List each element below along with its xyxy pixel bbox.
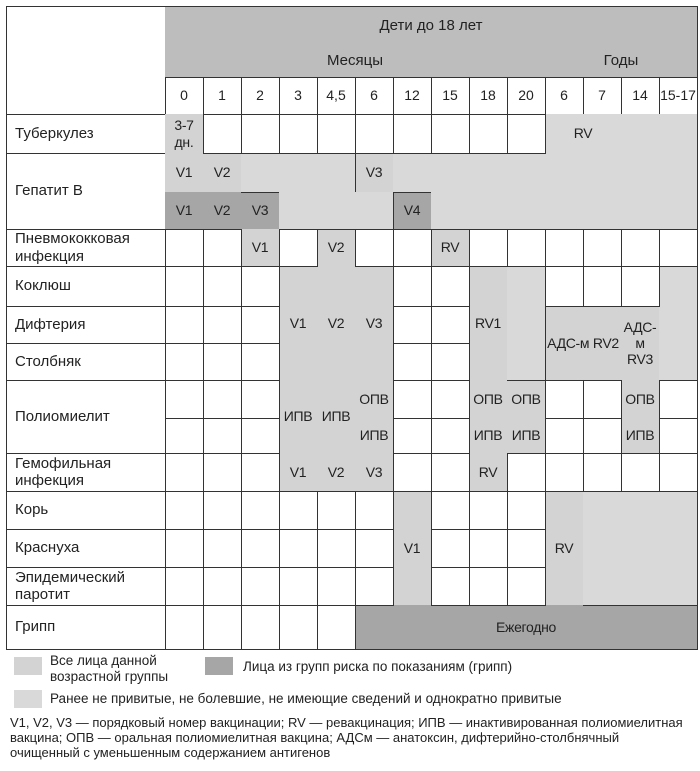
empty-cell <box>317 567 356 606</box>
empty-cell <box>393 343 432 381</box>
empty-cell <box>621 229 660 267</box>
empty-cell <box>393 114 432 154</box>
row-label-hepb: Гепатит В <box>6 153 166 230</box>
vaccine-polio-45: ИПВ <box>317 380 356 454</box>
empty-cell <box>203 418 242 454</box>
legend-swatch-risk <box>205 657 233 675</box>
header-months: Месяцы <box>165 44 546 78</box>
empty-cell <box>241 418 280 454</box>
empty-cell <box>203 266 242 307</box>
row-label-hib: Гемофильная инфекция <box>6 453 166 492</box>
vaccine-polio-14-opv: ОПВ <box>621 380 660 419</box>
header-month-9: 20 <box>507 77 546 115</box>
empty-cell <box>241 567 280 606</box>
header-children-under-18: Дети до 18 лет <box>165 6 698 45</box>
empty-cell <box>241 491 280 530</box>
row-label-mumps: Эпидемический паротит <box>6 567 166 606</box>
vaccine-hib-45: V2 <box>317 453 356 492</box>
empty-cell <box>431 266 470 307</box>
catchup-cell <box>469 153 508 193</box>
vaccine-hepb-b-12: V4 <box>393 192 432 230</box>
empty-cell <box>165 418 204 454</box>
empty-cell <box>431 114 470 154</box>
header-month-7: 15 <box>431 77 470 115</box>
empty-cell <box>469 114 508 154</box>
header-years: Годы <box>545 44 698 78</box>
empty-cell <box>355 529 394 568</box>
vaccine-polio-6-ipv: ИПВ <box>355 418 394 454</box>
catchup-cell <box>659 153 698 193</box>
empty-cell <box>317 491 356 530</box>
empty-cell <box>583 418 622 454</box>
empty-cell <box>507 567 546 606</box>
legend-text-all: Все лица данной возрастной группы <box>50 653 169 684</box>
vaccine-pneumo-15: RV <box>431 229 470 267</box>
empty-cell <box>507 491 546 530</box>
catchup-cell <box>545 192 584 230</box>
row-label-tb: Туберкулез <box>6 114 166 154</box>
empty-cell <box>203 229 242 267</box>
empty-cell <box>165 380 204 419</box>
empty-cell <box>393 229 432 267</box>
empty-cell <box>317 605 356 650</box>
empty-cell <box>545 229 584 267</box>
catchup-cell <box>507 192 546 230</box>
footnote: V1, V2, V3 — порядковый номер вакцинации; RV — ревакцинация; ИПВ — инактивированная полиомиелитная вакцина; ОПВ — оральная полиомиелитная вакцина; АДСм — анатоксин, дифтерийно-столбнячный очищенный с уменьшенным содержанием антигенов <box>10 715 683 760</box>
catchup-cell <box>621 192 660 230</box>
empty-cell <box>279 605 318 650</box>
catchup-cell <box>659 192 698 230</box>
catchup-cell <box>317 153 356 193</box>
empty-cell <box>583 229 622 267</box>
empty-cell <box>165 491 204 530</box>
vaccine-dtp-6: V3 <box>355 266 394 381</box>
legend-swatch-catchup <box>14 690 42 708</box>
empty-cell <box>355 567 394 606</box>
empty-cell <box>241 343 280 381</box>
empty-cell <box>431 343 470 381</box>
empty-cell <box>507 229 546 267</box>
empty-cell <box>165 343 204 381</box>
empty-cell <box>469 567 508 606</box>
empty-cell <box>165 306 204 344</box>
empty-cell <box>203 529 242 568</box>
empty-cell <box>431 491 470 530</box>
empty-cell <box>241 605 280 650</box>
row-label-rubella: Краснуха <box>6 529 166 568</box>
catchup-cell <box>621 153 660 193</box>
empty-cell <box>659 229 698 267</box>
catchup-cell <box>621 114 698 154</box>
catchup-cell <box>659 266 698 381</box>
empty-cell <box>355 114 394 154</box>
vaccine-hepb-b-0: V1 <box>165 192 204 230</box>
empty-cell <box>203 306 242 344</box>
catchup-cell <box>545 153 584 193</box>
vaccine-hepb-b-1: V2 <box>203 192 242 230</box>
row-label-tetanus: Столбняк <box>6 343 166 381</box>
header-month-5: 6 <box>355 77 394 115</box>
vaccine-dtp-45: V2 <box>317 266 356 381</box>
header-month-8: 18 <box>469 77 508 115</box>
header-month-3: 3 <box>279 77 318 115</box>
empty-cell <box>545 418 584 454</box>
catchup-cell <box>279 192 318 230</box>
vaccine-pneumo-2: V1 <box>241 229 280 267</box>
vaccine-hepb-a-0: V1 <box>165 153 204 193</box>
empty-cell <box>241 306 280 344</box>
empty-cell <box>659 418 698 454</box>
empty-cell <box>393 266 432 307</box>
vaccine-hepb-a-1: V2 <box>203 153 242 193</box>
empty-cell <box>279 114 318 154</box>
empty-cell <box>469 229 508 267</box>
empty-cell <box>165 529 204 568</box>
header-year-1: 7 <box>583 77 622 115</box>
catchup-cell <box>507 266 546 381</box>
header-month-2: 2 <box>241 77 280 115</box>
empty-cell <box>507 114 546 154</box>
vaccine-polio-18-opv: ОПВ <box>469 380 508 419</box>
vaccine-polio-3: ИПВ <box>279 380 318 454</box>
empty-cell <box>203 453 242 492</box>
empty-cell <box>545 380 584 419</box>
vaccine-ads-14: АДС-м RV3 <box>621 306 660 381</box>
vaccine-tb-cell-rv: RV <box>545 114 622 154</box>
catchup-cell <box>583 491 698 606</box>
empty-cell <box>469 491 508 530</box>
row-label-pertussis: Коклюш <box>6 266 166 307</box>
catchup-cell <box>431 153 470 193</box>
empty-cell <box>393 380 432 419</box>
empty-cell <box>431 380 470 419</box>
empty-cell <box>165 567 204 606</box>
header-corner <box>6 6 166 115</box>
header-year-3: 15-17 <box>659 77 698 115</box>
empty-cell <box>317 114 356 154</box>
empty-cell <box>355 229 394 267</box>
empty-cell <box>545 453 584 492</box>
empty-cell <box>583 453 622 492</box>
empty-cell <box>431 418 470 454</box>
empty-cell <box>279 529 318 568</box>
vaccine-hib-3: V1 <box>279 453 318 492</box>
vaccine-hib-18: RV <box>469 453 508 492</box>
empty-cell <box>431 567 470 606</box>
empty-cell <box>583 380 622 419</box>
empty-cell <box>241 114 280 154</box>
vaccine-dtp-18: RV1 <box>469 266 508 381</box>
empty-cell <box>583 266 622 307</box>
empty-cell <box>203 343 242 381</box>
empty-cell <box>507 453 546 492</box>
empty-cell <box>241 380 280 419</box>
vaccine-dtp-3: V1 <box>279 266 318 381</box>
row-label-diphtheria: Дифтерия <box>6 306 166 344</box>
empty-cell <box>203 605 242 650</box>
empty-cell <box>279 229 318 267</box>
vaccine-mmr-12: V1 <box>393 491 432 606</box>
header-month-1: 1 <box>203 77 242 115</box>
empty-cell <box>317 529 356 568</box>
empty-cell <box>621 453 660 492</box>
empty-cell <box>431 453 470 492</box>
catchup-cell <box>469 192 508 230</box>
header-year-0: 6 <box>545 77 584 115</box>
empty-cell <box>393 418 432 454</box>
empty-cell <box>203 491 242 530</box>
header-year-2: 14 <box>621 77 660 115</box>
vaccine-tb-cell-0: 3-7 дн. <box>165 114 204 154</box>
empty-cell <box>431 306 470 344</box>
vaccine-mmr-6y: RV <box>545 491 584 606</box>
vaccine-polio-6-opv: ОПВ <box>355 380 394 419</box>
row-label-measles: Корь <box>6 491 166 530</box>
empty-cell <box>279 567 318 606</box>
vaccine-hepb-b-2: V3 <box>241 192 280 230</box>
empty-cell <box>165 453 204 492</box>
empty-cell <box>621 266 660 307</box>
catchup-cell <box>241 153 280 193</box>
legend-text-catchup: Ранее не привитые, не болевшие, не имеющие сведений и однократно привитые <box>50 691 562 706</box>
vaccine-polio-18-ipv: ИПВ <box>469 418 508 454</box>
header-month-6: 12 <box>393 77 432 115</box>
catchup-cell <box>279 153 318 193</box>
catchup-cell <box>393 153 432 193</box>
empty-cell <box>469 529 508 568</box>
vaccine-pneumo-45: V2 <box>317 229 356 267</box>
empty-cell <box>659 453 698 492</box>
legend-swatch-all <box>14 657 42 675</box>
empty-cell <box>545 266 584 307</box>
row-label-polio: Полиомиелит <box>6 380 166 454</box>
vaccine-polio-20-ipv: ИПВ <box>507 418 546 454</box>
empty-cell <box>241 453 280 492</box>
catchup-cell <box>583 192 622 230</box>
catchup-cell <box>355 192 394 230</box>
empty-cell <box>203 114 242 154</box>
empty-cell <box>203 567 242 606</box>
empty-cell <box>507 529 546 568</box>
empty-cell <box>393 306 432 344</box>
empty-cell <box>165 229 204 267</box>
header-month-0: 0 <box>165 77 204 115</box>
vaccine-polio-14-ipv: ИПВ <box>621 418 660 454</box>
empty-cell <box>241 529 280 568</box>
empty-cell <box>165 605 204 650</box>
row-label-pneumo: Пневмококковая инфекция <box>6 229 166 267</box>
vaccine-hepb-a-6: V3 <box>355 153 394 193</box>
vaccine-hib-6: V3 <box>355 453 394 492</box>
catchup-cell <box>317 192 356 230</box>
catchup-cell <box>583 153 622 193</box>
empty-cell <box>393 453 432 492</box>
row-label-flu: Грипп <box>6 605 166 650</box>
legend-text-risk: Лица из групп риска по показаниям (грипп) <box>243 659 513 674</box>
empty-cell <box>431 529 470 568</box>
empty-cell <box>659 380 698 419</box>
empty-cell <box>165 266 204 307</box>
empty-cell <box>279 491 318 530</box>
catchup-cell <box>431 192 470 230</box>
empty-cell <box>355 491 394 530</box>
header-month-4: 4,5 <box>317 77 356 115</box>
catchup-cell <box>507 153 546 193</box>
empty-cell <box>241 266 280 307</box>
vaccine-polio-20-opv: ОПВ <box>507 380 546 419</box>
vaccine-ads-6-7: АДС-м RV2 <box>545 306 622 381</box>
empty-cell <box>203 380 242 419</box>
vaccine-flu-annual: Ежегодно <box>355 605 698 650</box>
